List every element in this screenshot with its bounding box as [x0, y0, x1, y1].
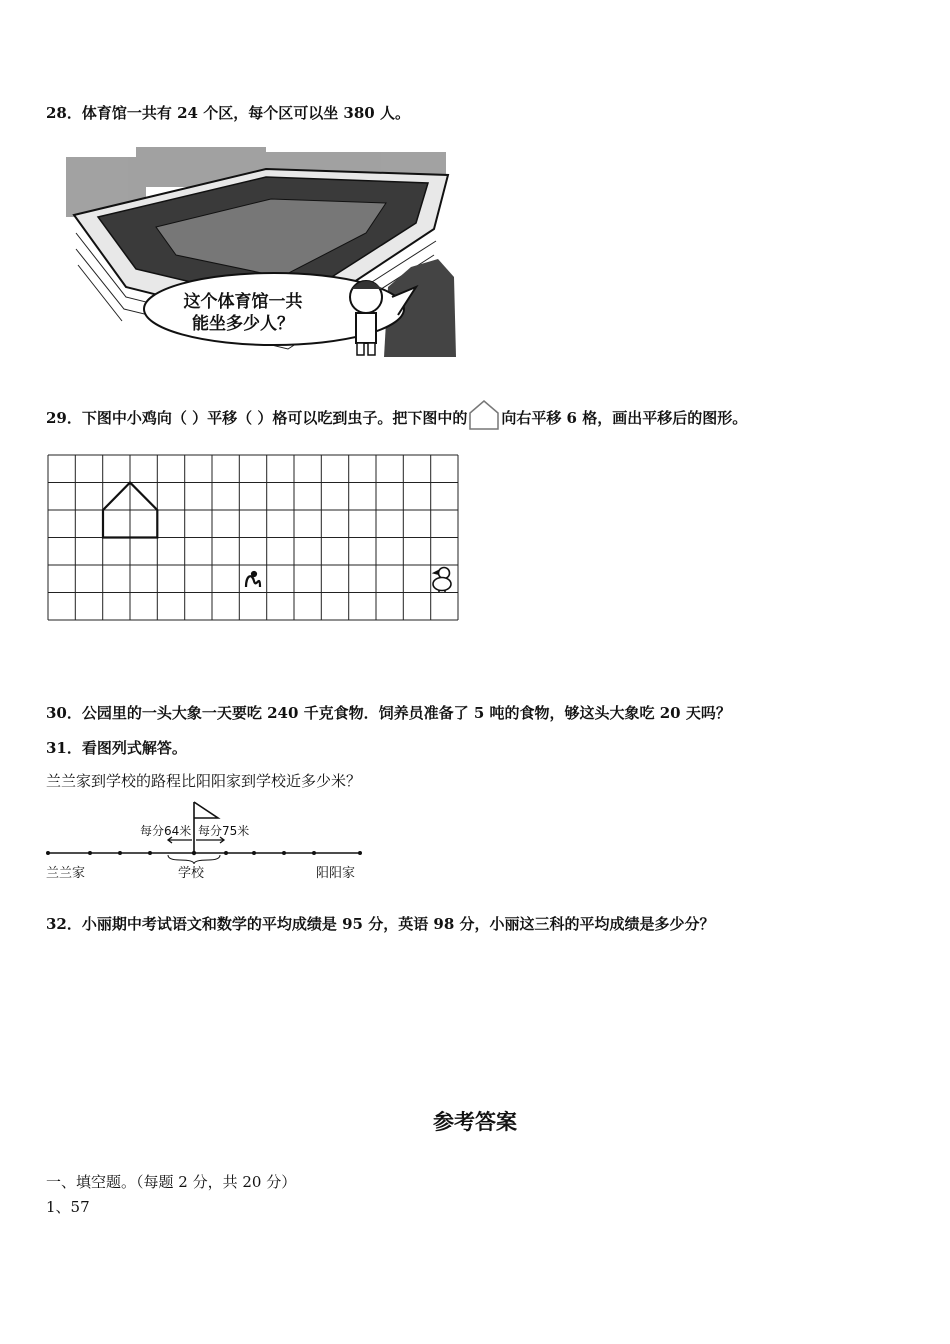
speech-line-1: 这个体育馆一共: [183, 292, 303, 312]
question-29-text-after: 向右平移 6 格，画出平移后的图形。: [501, 409, 748, 427]
answer-item-1: 1、57: [46, 1198, 90, 1216]
house-shape-icon: [468, 399, 500, 431]
right-speed-label: 每分75米: [198, 824, 250, 838]
yangyang-home-label: 阳阳家: [316, 866, 356, 881]
question-32-text: 32．小丽期中考试语文和数学的平均成绩是 95 分，英语 98 分，小丽这三科的平均成绩是多少分？: [46, 915, 715, 933]
distance-diagram: [44, 798, 374, 882]
answers-heading: 参考答案: [433, 1109, 517, 1134]
school-label: 学校: [178, 866, 205, 881]
question-29-text-before: 29．下图中小鸡向（ ）平移（ ）格可以吃到虫子。把下图中的: [46, 409, 468, 427]
question-30-text: 30．公园里的一头大象一天要吃 240 千克食物．饲养员准备了 5 吨的食物，够这头大象吃 20 天吗？: [46, 704, 731, 722]
question-31-title: 31．看图列式解答。: [46, 739, 187, 757]
left-speed-label: 每分64米: [140, 824, 192, 838]
answers-section-1: 一、填空题。（每题 2 分，共 20 分）: [46, 1173, 297, 1191]
worm-icon: [246, 572, 260, 587]
chick-icon: [433, 568, 451, 593]
speech-line-2: 能坐多少人？: [192, 314, 294, 334]
translation-grid[interactable]: [46, 453, 460, 625]
question-29-text: [46, 407, 747, 431]
flag-icon: [194, 802, 218, 818]
stadium-illustration: [66, 137, 456, 359]
question-28-text: 28．体育馆一共有 24 个区，每个区可以坐 380 人。: [46, 104, 410, 122]
question-31-prompt: 兰兰家到学校的路程比阳阳家到学校近多少米？: [46, 772, 362, 790]
lanlan-home-label: 兰兰家: [46, 866, 86, 881]
